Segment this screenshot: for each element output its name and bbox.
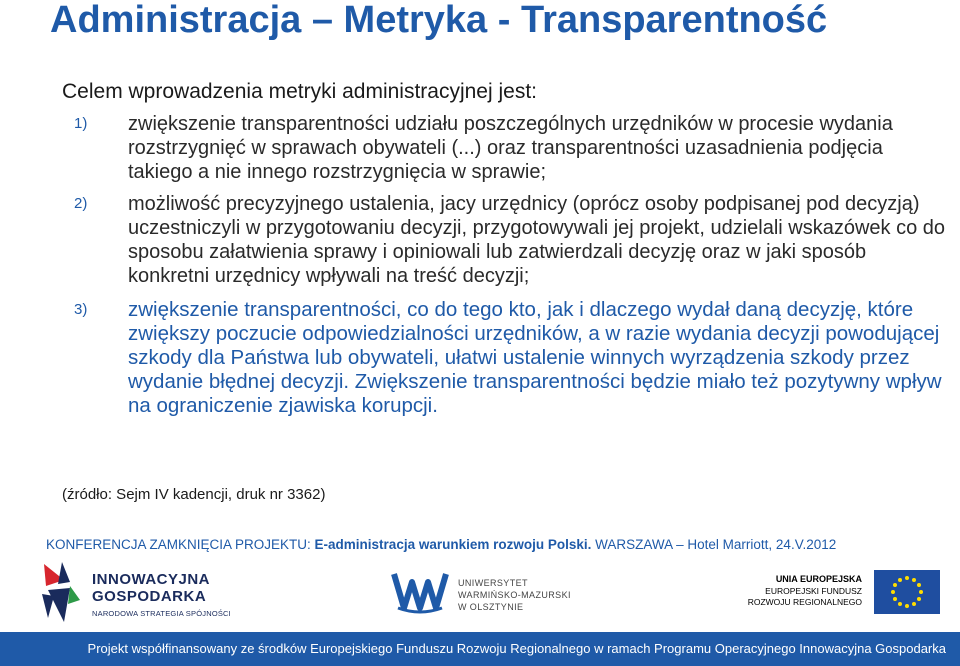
eu-line1: UNIA EUROPEJSKA <box>775 574 862 584</box>
eu-line3: ROZWOJU REGIONALNEGO <box>747 597 862 607</box>
list-item-1 <box>62 112 947 184</box>
ig-line2: GOSPODARKA <box>92 588 207 605</box>
list-item-2 <box>62 192 947 288</box>
slide-title: Administracja – Metryka - Transparentność <box>50 0 828 41</box>
eu-line2: EUROPEJSKI FUNDUSZ <box>765 586 862 596</box>
uwm-mark-icon <box>390 568 450 614</box>
list-item-number: 1) <box>74 115 88 132</box>
list-item-number: 3) <box>74 301 88 318</box>
list-item-text: zwiększenie transparentności udziału poszczególnych urzędników w procesie wydania rozstrzygnięć w sprawach obywateli (...) oraz transparentności uzasadnienia podjęcia takiego a nie innego rozstrzygnięcia w sprawie; <box>128 113 893 183</box>
innovation-star-icon <box>40 560 82 626</box>
ig-line3: NARODOWA STRATEGIA SPÓJNOŚCI <box>92 609 231 618</box>
list-item-3 <box>62 298 947 418</box>
logos-strip <box>0 560 960 630</box>
conference-prefix: KONFERENCJA ZAMKNIĘCIA PROJEKTU: <box>46 537 315 552</box>
list-item-number: 2) <box>74 195 88 212</box>
eu-logo <box>740 574 940 624</box>
uwm-line3: W OLSZTYNIE <box>458 602 524 612</box>
list-item-text: zwiększenie transparentności, co do tego kto, jak i dlaczego wydał daną decyzję, które zwiększy poczucie odpowiedzialności urzędników, a w razie wydania decyzji powodującej szkody dla Państwa lub obywateli, ułatwi ustalenie winnych wyrządzenia szkody przez wydanie błędnej decyzji. Zwiększenie transparentności będzie miało też pozytywny wpływ na ograniczenie zjawiska korupcji. <box>128 298 942 417</box>
ig-line1: INNOWACYJNA <box>92 571 211 588</box>
uwm-logo <box>390 568 580 618</box>
source-note: (źródło: Sejm IV kadencji, druk nr 3362) <box>62 486 326 503</box>
slide-content <box>62 80 947 418</box>
funding-bar <box>0 632 960 666</box>
list-item-text: możliwość precyzyjnego ustalenia, jacy urzędnicy (oprócz osoby podpisanej pod decyzją) uczestniczyli w przygotowaniu decyzji, przygotowywali jej projekt, udzielali wskazówek co do sposobu załatwienia sprawy i opiniowali lub zatwierdzali decyzję oraz w jaki sposób konkretni urzędnicy wpływali na treść decyzji; <box>128 193 946 287</box>
conference-place: WARSZAWA – Hotel Marriott, 24.V.2012 <box>591 537 837 552</box>
conference-title: E-administracja warunkiem rozwoju Polski. <box>314 537 592 552</box>
conference-info <box>46 537 916 553</box>
uwm-line1: UNIWERSYTET <box>458 578 528 588</box>
intro-text: Celem wprowadzenia metryki administracyjnej jest: <box>62 80 538 103</box>
eu-flag-icon <box>874 570 940 614</box>
funding-text: Projekt współfinansowany ze środków Europejskiego Funduszu Rozwoju Regionalnego w ramach Programu Operacyjnego Innowacyjna Gospodarka <box>87 641 946 656</box>
innowacyjna-gospodarka-logo <box>40 560 270 626</box>
uwm-line2: WARMIŃSKO-MAZURSKI <box>458 590 571 600</box>
